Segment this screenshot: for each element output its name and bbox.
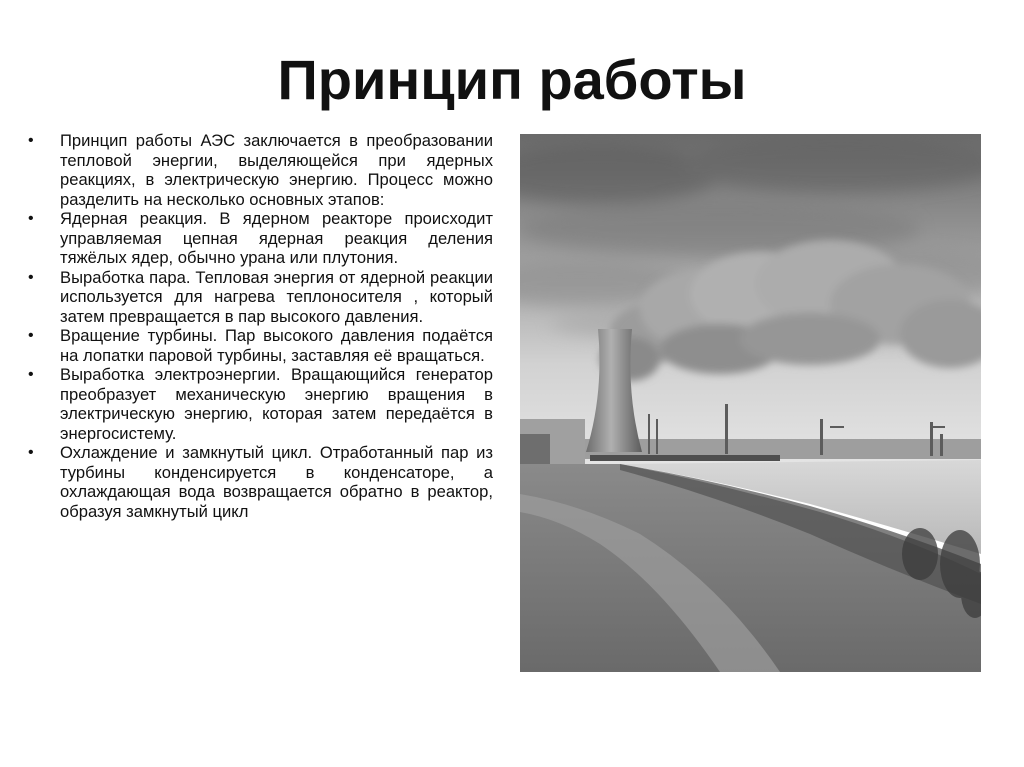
pier: [590, 455, 780, 461]
bullet-marker: •: [28, 268, 34, 286]
nuclear-plant-photo: [520, 134, 981, 672]
photo-illustration: [520, 134, 981, 672]
bullet-marker: •: [28, 444, 34, 461]
bullet-item: [28, 365, 493, 443]
bullet-text: Охлаждение и замкнутый цикл. Отработанный пар из турбины конденсируется в конденсаторе, а охлаждающая вода возвращается обратно в реактор, образуя замкнутый цикл: [60, 443, 493, 521]
bullet-marker: •: [28, 210, 34, 227]
bullet-text: Вращение турбины. Пар высокого давления подаётся на лопатки паровой турбины, заставляя её вращаться.: [60, 326, 493, 365]
bullet-marker: •: [28, 132, 34, 149]
bullet-item: [28, 443, 493, 521]
bullet-text: Принцип работы АЭС заключается в преобразовании тепловой энергии, выделяющейся при ядерных реакциях, в электрическую энергию. Процесс можно разделить на несколько основных этапов:: [60, 131, 493, 209]
slide-title: Принцип работы: [277, 48, 747, 111]
bullet-item: [28, 326, 493, 365]
bullet-list: [28, 131, 493, 521]
bullet-item: [28, 268, 493, 327]
bullet-text: Выработка пара. Тепловая энергия от ядерной реакции используется для нагрева теплоносителя , который затем превращается в пар высокого давления.: [60, 267, 493, 326]
bullet-item: [28, 131, 493, 209]
bullet-text: Выработка электроэнергии. Вращающийся генератор преобразует механическую энергию вращения в электрическую энергию, которая затем передаётся в энергосистему.: [60, 365, 493, 443]
bullet-marker: •: [28, 366, 34, 383]
bullet-marker: •: [28, 327, 34, 344]
bullet-text: Ядерная реакция. В ядерном реакторе происходит управляемая цепная ядерная реакция деления тяжёлых ядер, обычно урана или плутония.: [60, 209, 493, 267]
bullet-item: [28, 209, 493, 268]
